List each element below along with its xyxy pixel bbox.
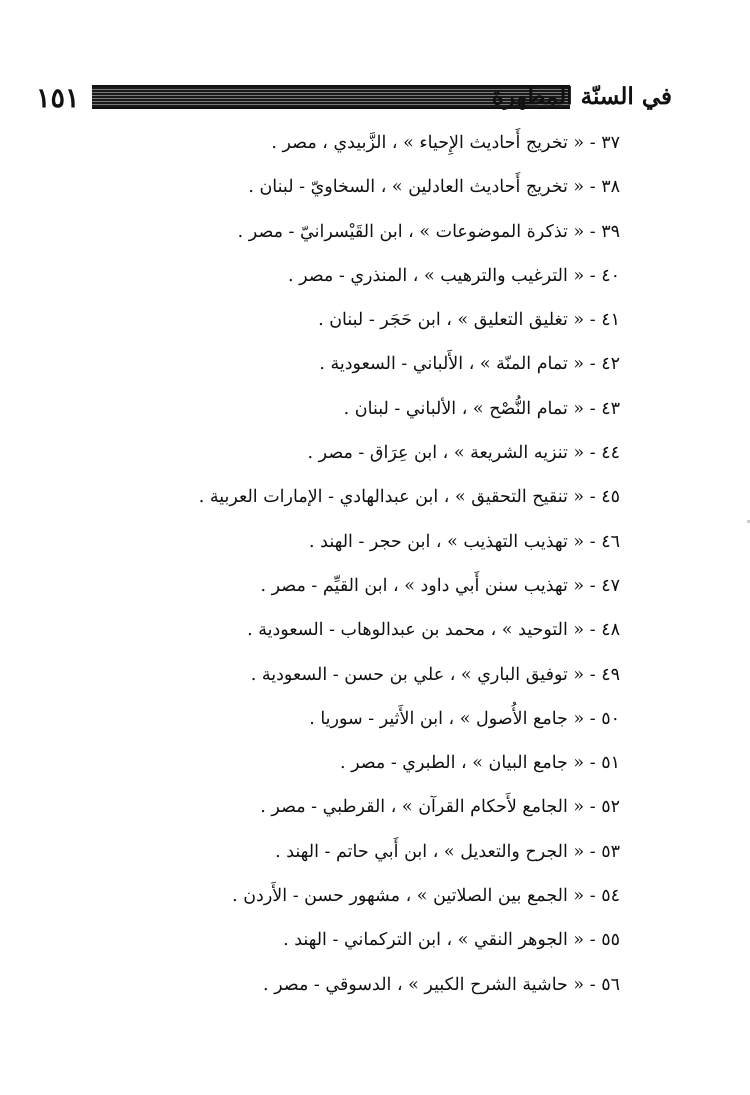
bibliography-entry: ٤٩ - « توفيق الباري » ، علي بن حسن - السعودية . [250,664,620,685]
bibliography-entry: ٣٩ - « تذكرة الموضوعات » ، ابن القَيْسرانيّ - مصر . [237,221,620,242]
bibliography-entry: ٣٧ - « تخريج أَحاديث الإِحياء » ، الزَّبيدي ، مصر . [271,133,620,153]
bibliography-entry: ٤٤ - « تنزيه الشريعة » ، ابن عِرَاق - مصر . [307,443,620,464]
bibliography-entry: ٣٨ - « تخريج أَحاديث العادلين » ، السخاويّ - لبنان . [248,177,620,198]
bibliography-entry: ٤٧ - « تهذيب سنن أَبي داود » ، ابن القيِّم - مصر . [260,575,620,596]
bibliography-entry: ٥٥ - « الجوهر النقي » ، ابن التركماني - الهند . [283,930,620,951]
bibliography-entry: ٤٦ - « تهذيب التهذيب » ، ابن حجر - الهند . [309,531,620,552]
page-number: ١٥١ [36,83,80,114]
bibliography-entry: ٤٥ - « تنقيح التحقيق » ، ابن عبدالهادي - الإمارات العربية . [198,487,620,508]
bibliography-entry: ٥٦ - « حاشية الشرح الكبير » ، الدسوقي - مصر . [262,974,620,995]
bibliography-entry: ٥١ - « جامع البيان » ، الطبري - مصر . [339,753,620,774]
bibliography-entry: ٤٠ - « الترغيب والترهيب » ، المنذري - مصر . [287,265,620,286]
bibliography-entry: ٥٠ - « جامع الأُصول » ، ابن الأَثير - سوريا . [309,708,620,729]
running-title: في السنّة المطهرة [491,83,672,110]
bibliography-entry: ٥٢ - « الجامع لأَحكام القرآن » ، القرطبي - مصر . [260,797,620,818]
bibliography-list [150,121,620,1007]
bibliography-entry: ٤٢ - « تمام المنّة » ، الأَلباني - السعودية . [319,354,620,375]
bibliography-entry: ٥٣ - « الجرح والتعديل » ، ابن أَبي حاتم - الهند . [275,841,620,862]
page-header [36,76,672,126]
bibliography-entry: ٤٣ - « تمام النُّصْح » ، الألباني - لبنان . [343,398,620,419]
bibliography-entry: ٤٨ - « التوحيد » ، محمد بن عبدالوهاب - السعودية . [247,620,620,641]
bibliography-entry: ٥٤ - « الجمع بين الصلاتين » ، مشهور حسن - الأَردن . [232,886,620,907]
bibliography-entry: ٤١ - « تغليق التعليق » ، ابن حَجَر - لبنان . [318,310,620,331]
